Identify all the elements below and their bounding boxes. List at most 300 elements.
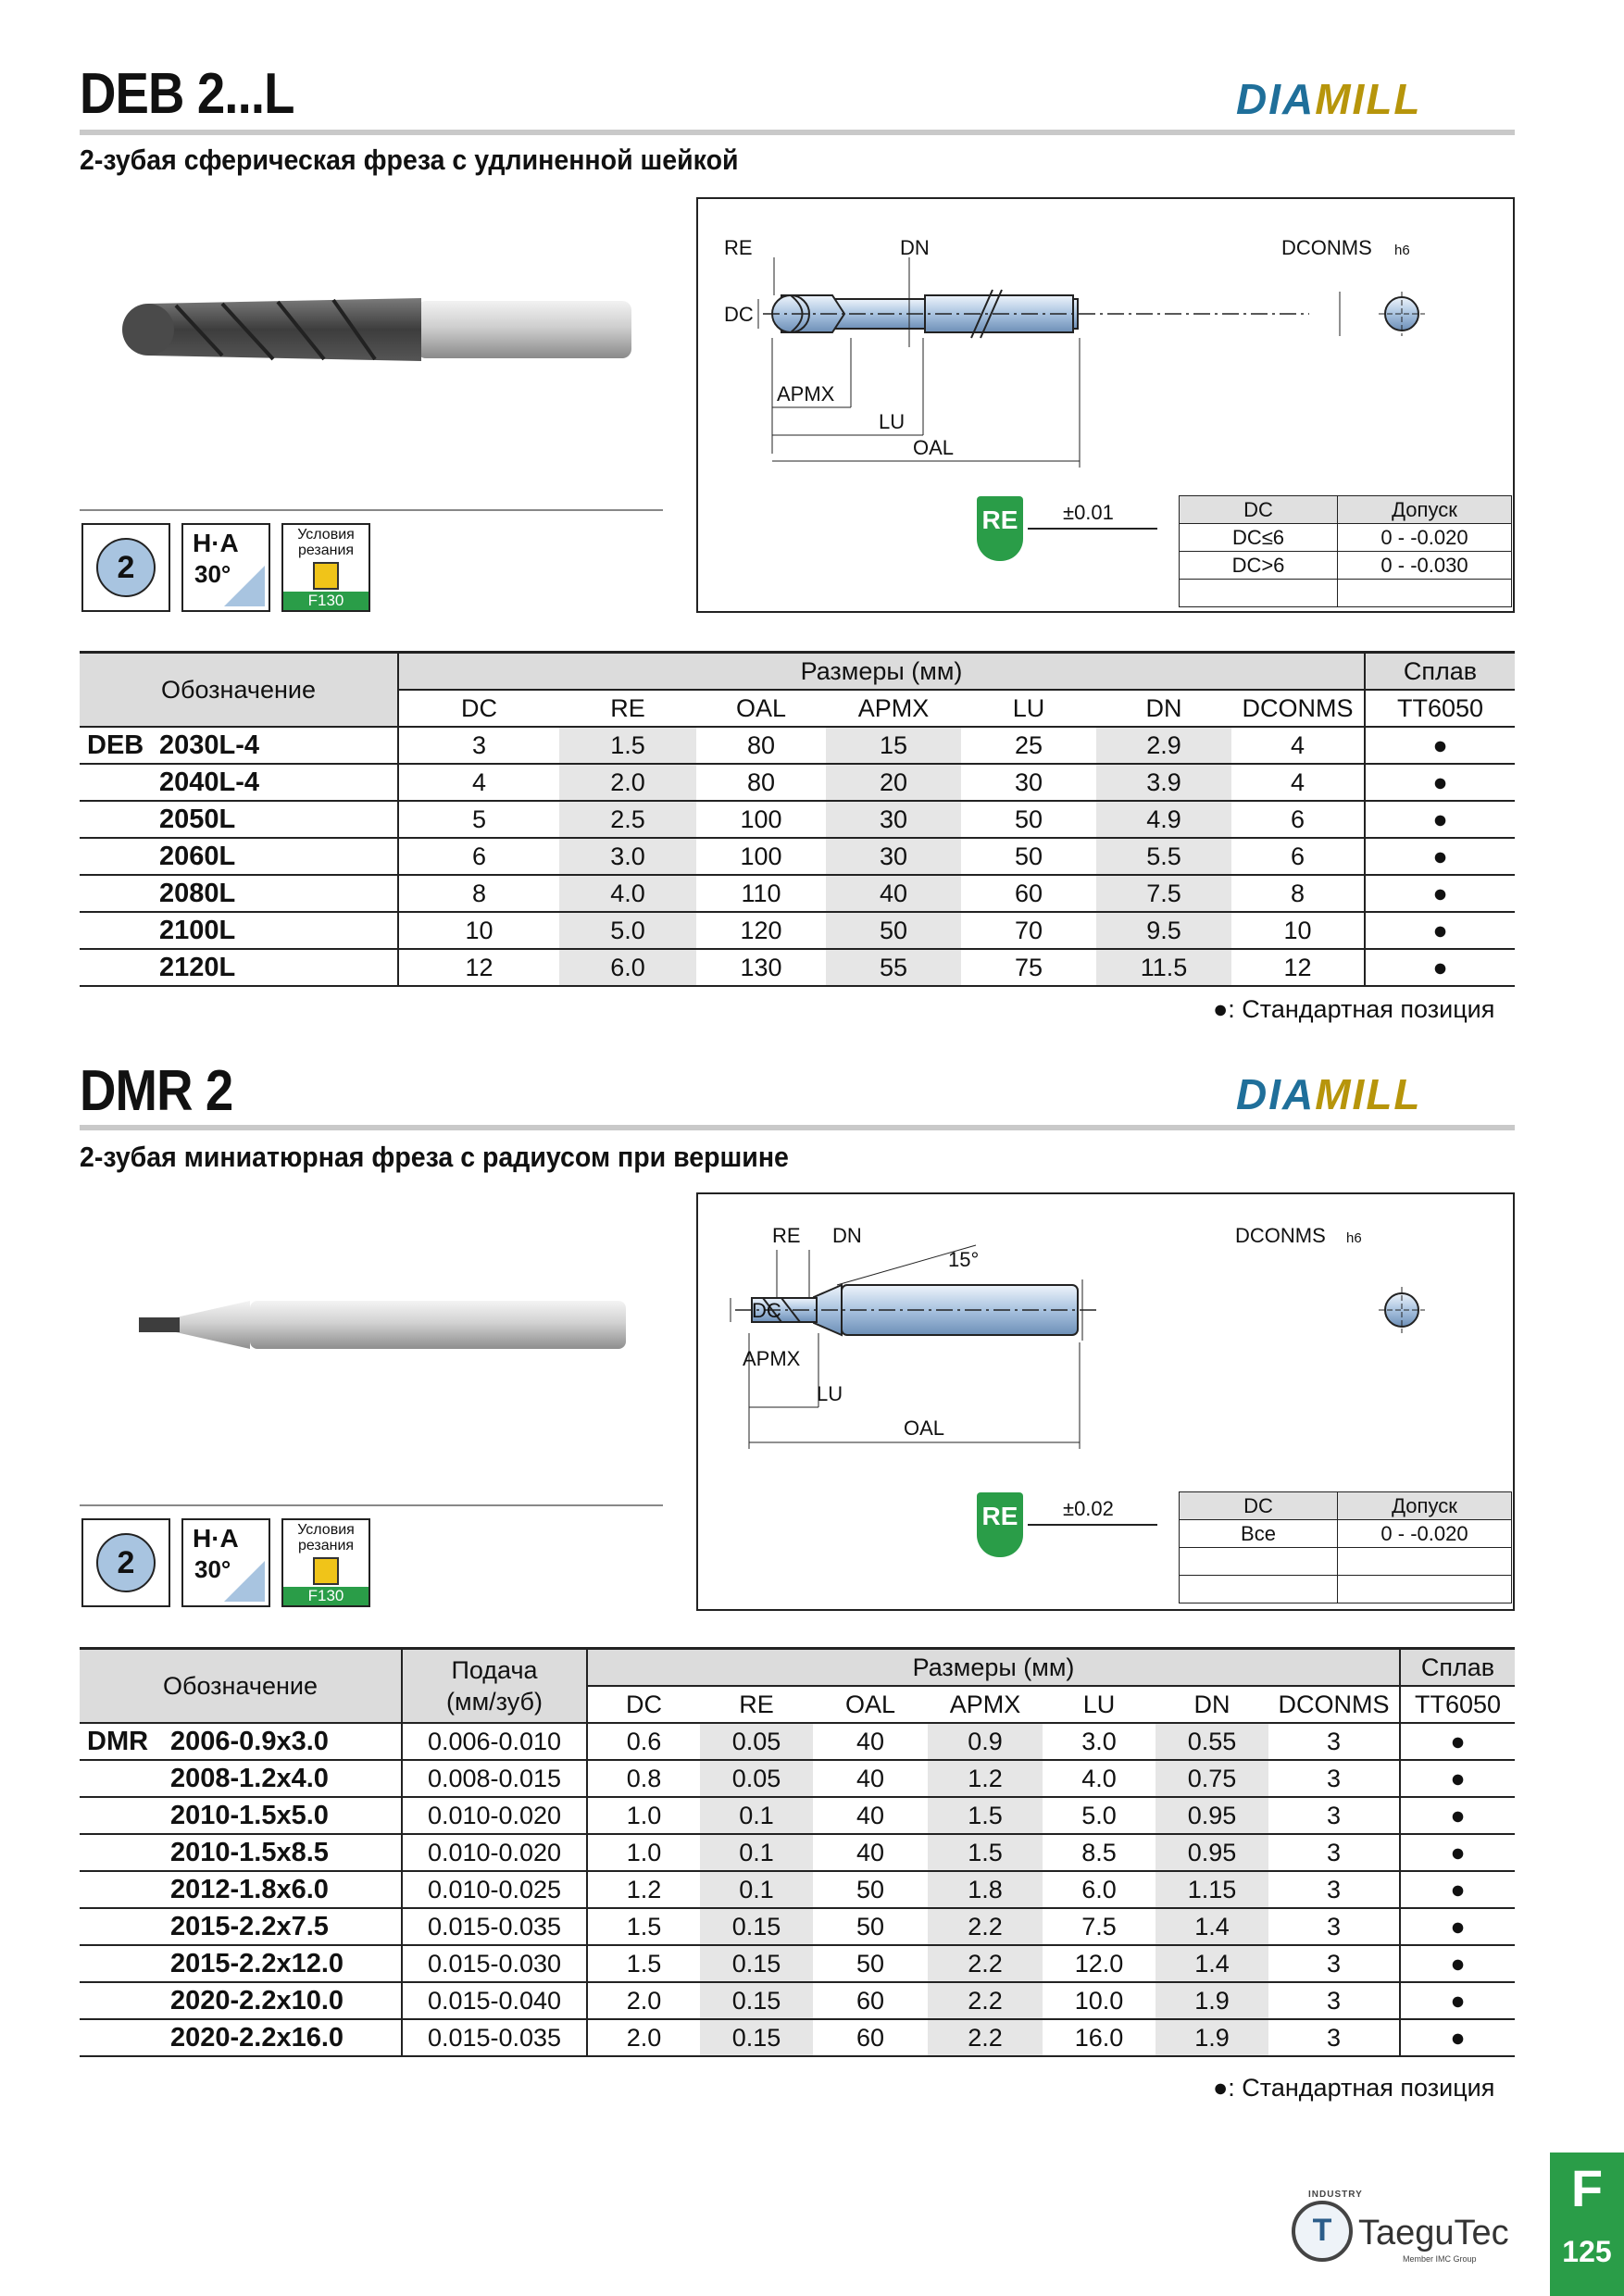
table-cell: ● [1365,875,1515,912]
row-designation [80,875,398,912]
brand-mark-icon: T [1292,2201,1353,2262]
tol-cell: 0 - -0.020 [1338,524,1512,552]
row-designation [80,949,398,986]
table-cell: 0.15 [700,1982,813,2019]
table-cell: 1.9 [1156,1982,1268,2019]
re-tolerance-line [1028,528,1157,530]
header-feed-line1: Подача [451,1656,538,1684]
table-cell: 0.15 [700,1945,813,1982]
header-dimensions: Размеры (мм) [398,653,1365,691]
table-cell: 10 [1231,912,1365,949]
label-angle: 15° [948,1248,980,1271]
row-code: 2006-0.9x3.0 [170,1726,329,1756]
label-oal: OAL [904,1416,945,1440]
re-tolerance-badge: RE [977,496,1023,561]
table-cell: 7.5 [1096,875,1231,912]
table-cell: 2.0 [559,764,696,801]
header-alloy: Сплав [1365,653,1515,691]
table-cell: 75 [961,949,1096,986]
table-cell: 4 [1231,764,1365,801]
table-cell: 50 [813,1908,928,1945]
table-row [80,949,1515,986]
table-cell: 80 [696,764,826,801]
cutting-conditions-icon[interactable] [281,523,370,612]
deb-spec-table [80,651,1515,987]
product-image-dmr [120,1282,639,1366]
table-cell: 1.2 [928,1760,1043,1797]
table-row [80,1760,1515,1797]
table-cell: ● [1400,1834,1515,1871]
table-cell: 2.0 [587,1982,700,2019]
row-feed: 0.015-0.035 [402,2019,587,2056]
tol-cell [1338,1576,1512,1603]
row-designation [80,1945,402,1982]
col-header: LU [961,690,1096,727]
table-cell: 0.95 [1156,1797,1268,1834]
table-cell: 1.8 [928,1871,1043,1908]
row-feed: 0.015-0.040 [402,1982,587,2019]
table-cell: 100 [696,801,826,838]
table-cell: 40 [813,1834,928,1871]
helix-angle-icon [181,523,270,612]
table-cell: 6.0 [559,949,696,986]
diamill-logo [1236,1069,1422,1119]
table-cell: 0.9 [928,1723,1043,1760]
tol-header-tol: Допуск [1338,496,1512,524]
row-feed: 0.006-0.010 [402,1723,587,1760]
col-header: TT6050 [1365,690,1515,727]
row-code: 2010-1.5x5.0 [170,1800,329,1830]
header-dimensions: Размеры (мм) [587,1649,1400,1687]
table-cell: 6 [1231,838,1365,875]
tol-cell [1338,580,1512,607]
tol-cell [1180,1576,1338,1603]
table-cell: 3 [1268,1797,1400,1834]
table-cell: 12 [1231,949,1365,986]
table-cell: 5.0 [559,912,696,949]
table-cell: 0.95 [1156,1834,1268,1871]
table-cell: 2.9 [1096,727,1231,764]
table-cell: 1.0 [587,1797,700,1834]
cutting-conditions-icon[interactable] [281,1518,370,1607]
row-code: 2060L [159,841,236,871]
table-cell: 1.5 [559,727,696,764]
row-code: 2030L-4 [159,730,260,760]
label-dconms: DCONMS [1281,236,1372,259]
col-header: DN [1096,690,1231,727]
brand-sub: Member IMC Group [1403,2254,1477,2264]
cond-ref: F130 [283,1587,369,1605]
label-lu: LU [817,1382,843,1405]
taegutec-logo [1292,2190,1528,2273]
table-row [80,1945,1515,1982]
table-cell: ● [1400,1723,1515,1760]
tolerance-table [1179,495,1512,607]
label-dconms: DCONMS [1235,1224,1326,1247]
table-cell: ● [1400,1982,1515,2019]
table-row [80,1871,1515,1908]
tol-cell [1338,1548,1512,1576]
header-designation: Обозначение [80,1649,402,1724]
brand-name: TaeguTec [1358,2214,1509,2252]
row-code: 2012-1.8x6.0 [170,1874,329,1904]
table-cell: ● [1365,912,1515,949]
label-lu: LU [879,410,906,433]
col-header: DC [398,690,559,727]
table-cell: 0.6 [587,1723,700,1760]
table-row [80,912,1515,949]
table-cell: 2.2 [928,1945,1043,1982]
table-cell: 40 [813,1797,928,1834]
table-cell: 5.0 [1043,1797,1156,1834]
tab-letter: F [1570,2159,1604,2217]
table-cell: 1.5 [928,1834,1043,1871]
table-row [80,875,1515,912]
table-cell: 11.5 [1096,949,1231,986]
label-dn: DN [900,236,930,259]
table-row [80,2019,1515,2056]
table-row [80,838,1515,875]
col-header: DN [1156,1686,1268,1723]
tol-header-dc: DC [1180,1492,1338,1520]
table-cell: 60 [813,1982,928,2019]
col-header: APMX [928,1686,1043,1723]
col-header: DCONMS [1231,690,1365,727]
row-prefix: DMR [87,1726,149,1756]
label-re: RE [724,236,753,259]
table-cell: 55 [826,949,961,986]
row-code: 2050L [159,804,236,834]
table-cell: 30 [961,764,1096,801]
label-dn: DN [832,1224,862,1247]
section1-title: DEB 2...L [80,62,294,126]
table-cell: ● [1365,949,1515,986]
table-cell: 7.5 [1043,1908,1156,1945]
table-cell: ● [1400,1797,1515,1834]
table-cell: 1.5 [587,1945,700,1982]
cond-ref: F130 [283,592,369,610]
diamill-logo [1236,74,1422,124]
row-designation [80,838,398,875]
row-code: 2080L [159,878,236,908]
tol-cell: DC≤6 [1180,524,1338,552]
table-cell: 2.0 [587,2019,700,2056]
row-code: 2100L [159,915,236,945]
table-cell: 40 [826,875,961,912]
row-designation [80,912,398,949]
table-row [80,1797,1515,1834]
label-dconms-sub: h6 [1394,243,1410,258]
header-feed-line2: (мм/зуб) [446,1688,543,1716]
table-cell: ● [1400,1760,1515,1797]
table-cell: ● [1365,801,1515,838]
table-cell: 50 [961,801,1096,838]
cond-line1: Условия [297,1522,355,1538]
table-cell: 0.55 [1156,1723,1268,1760]
row-designation [80,764,398,801]
tol-header-dc: DC [1180,496,1338,524]
header-alloy: Сплав [1400,1649,1515,1687]
header-feed [402,1649,587,1724]
table-cell: 4.9 [1096,801,1231,838]
book-icon [313,1557,339,1585]
helix-label: H·A [193,1524,239,1553]
row-feed: 0.015-0.030 [402,1945,587,1982]
table-cell: 1.15 [1156,1871,1268,1908]
row-code: 2020-2.2x10.0 [170,1985,344,2015]
logo-part-a: DIA [1236,1070,1316,1118]
table-cell: 9.5 [1096,912,1231,949]
label-oal: OAL [913,436,955,459]
tol-cell: 0 - -0.020 [1338,1520,1512,1548]
header-designation: Обозначение [80,653,398,728]
row-designation [80,1723,402,1760]
table-cell: 30 [826,838,961,875]
image-divider [80,509,663,511]
table-cell: 0.05 [700,1723,813,1760]
table-cell: 30 [826,801,961,838]
tol-cell: DC>6 [1180,552,1338,580]
page-number: 125 [1562,2235,1612,2268]
row-code: 2120L [159,952,236,982]
col-header: DC [587,1686,700,1723]
row-designation [80,1834,402,1871]
table-cell: 0.1 [700,1871,813,1908]
row-designation [80,727,398,764]
table-cell: 2.2 [928,2019,1043,2056]
table-row [80,1834,1515,1871]
helix-angle: 30° [194,560,231,588]
book-icon [313,562,339,590]
col-header: RE [559,690,696,727]
table-cell: 80 [696,727,826,764]
table-cell: 3 [1268,1945,1400,1982]
table-cell: 3.0 [1043,1723,1156,1760]
flute-count-icon [81,1518,170,1607]
row-feed: 0.010-0.020 [402,1797,587,1834]
row-feed: 0.008-0.015 [402,1760,587,1797]
title-rule [80,130,1515,135]
row-designation [80,1797,402,1834]
row-designation [80,1760,402,1797]
table-cell: 16.0 [1043,2019,1156,2056]
legend-standard: ●: Стандартная позиция [1213,995,1495,1023]
col-header: RE [700,1686,813,1723]
table-cell: 12.0 [1043,1945,1156,1982]
table-cell: ● [1400,1908,1515,1945]
row-code: 2010-1.5x8.5 [170,1837,329,1867]
table-cell: 130 [696,949,826,986]
table-cell: 50 [813,1945,928,1982]
table-cell: 3 [1268,1908,1400,1945]
label-dc: DC [752,1299,781,1322]
table-cell: 4 [398,764,559,801]
table-cell: ● [1400,1871,1515,1908]
cond-line2: резания [297,1538,355,1554]
table-cell: 50 [813,1871,928,1908]
table-cell: 8 [398,875,559,912]
table-row [80,764,1515,801]
tol-header-tol: Допуск [1338,1492,1512,1520]
tolerance-table [1179,1491,1512,1603]
table-row [80,727,1515,764]
table-cell: ● [1400,1945,1515,1982]
legend-standard: ●: Стандартная позиция [1213,2074,1495,2102]
table-cell: 1.9 [1156,2019,1268,2056]
table-cell: 0.1 [700,1834,813,1871]
table-cell: 3 [1268,1834,1400,1871]
table-row [80,1908,1515,1945]
flute-count-icon [81,523,170,612]
row-prefix: DEB [87,730,144,760]
tol-cell [1180,1548,1338,1576]
table-cell: 20 [826,764,961,801]
table-cell: 1.4 [1156,1945,1268,1982]
table-cell: 2.2 [928,1982,1043,2019]
table-cell: 0.15 [700,1908,813,1945]
table-cell: 3 [1268,1871,1400,1908]
title-rule [80,1125,1515,1130]
table-cell: 2.5 [559,801,696,838]
row-code: 2015-2.2x12.0 [170,1948,344,1978]
table-cell: 110 [696,875,826,912]
col-header: APMX [826,690,961,727]
table-cell: 50 [826,912,961,949]
row-designation [80,1982,402,2019]
row-feed: 0.010-0.020 [402,1834,587,1871]
table-cell: 25 [961,727,1096,764]
cond-line1: Условия [297,527,355,543]
table-cell: 2.2 [928,1908,1043,1945]
table-cell: ● [1365,838,1515,875]
table-cell: 4 [1231,727,1365,764]
table-cell: 0.1 [700,1797,813,1834]
label-apmx: APMX [777,382,835,406]
table-cell: 0.15 [700,2019,813,2056]
row-designation [80,1871,402,1908]
table-cell: 3.0 [559,838,696,875]
table-cell: 3 [398,727,559,764]
helix-angle: 30° [194,1555,231,1583]
row-code: 2015-2.2x7.5 [170,1911,329,1941]
table-cell: 1.2 [587,1871,700,1908]
table-cell: 40 [813,1760,928,1797]
col-header: DCONMS [1268,1686,1400,1723]
re-tolerance-badge: RE [977,1492,1023,1557]
row-code: 2020-2.2x16.0 [170,2022,344,2053]
helix-label: H·A [193,529,239,557]
table-cell: 15 [826,727,961,764]
label-dc: DC [724,303,754,326]
helix-angle-icon [181,1518,270,1607]
table-cell: 70 [961,912,1096,949]
table-cell: ● [1400,2019,1515,2056]
table-cell: ● [1365,764,1515,801]
row-code: 2040L-4 [159,767,260,797]
table-cell: 5.5 [1096,838,1231,875]
table-cell: 40 [813,1723,928,1760]
tol-cell: Все [1180,1520,1338,1548]
table-cell: 1.4 [1156,1908,1268,1945]
label-re: RE [772,1224,801,1247]
row-designation [80,801,398,838]
table-cell: 0.75 [1156,1760,1268,1797]
table-cell: 0.8 [587,1760,700,1797]
table-row [80,1982,1515,2019]
label-apmx: APMX [743,1347,801,1370]
table-cell: 4.0 [559,875,696,912]
table-cell: 60 [813,2019,928,2056]
table-cell: 3 [1268,1982,1400,2019]
table-cell: 50 [961,838,1096,875]
table-cell: 6 [1231,801,1365,838]
table-cell: 0.05 [700,1760,813,1797]
table-cell: 5 [398,801,559,838]
logo-part-a: DIA [1236,75,1316,123]
table-cell: 120 [696,912,826,949]
re-tolerance-value: ±0.02 [1063,1497,1114,1520]
re-tolerance-line [1028,1524,1157,1526]
section2-subtitle: 2-зубая миниатюрная фреза с радиусом при вершине [80,1141,789,1173]
row-designation [80,2019,402,2056]
table-cell: 1.0 [587,1834,700,1871]
brand-arc: INDUSTRY [1308,2190,1363,2200]
flute-count: 2 [96,538,156,597]
row-designation [80,1908,402,1945]
image-divider [80,1504,663,1506]
table-cell: 8.5 [1043,1834,1156,1871]
table-cell: 10 [398,912,559,949]
table-cell: 12 [398,949,559,986]
section2-title: DMR 2 [80,1059,233,1123]
label-dconms-sub: h6 [1346,1230,1362,1246]
col-header: OAL [813,1686,928,1723]
row-code: 2008-1.2x4.0 [170,1763,329,1793]
table-cell: 3 [1268,2019,1400,2056]
product-image-deb [111,278,648,380]
section1-subtitle: 2-зубая сферическая фреза с удлиненной шейкой [80,144,739,176]
row-feed: 0.010-0.025 [402,1871,587,1908]
table-cell: 3 [1268,1723,1400,1760]
col-header: OAL [696,690,826,727]
table-cell: 1.5 [928,1797,1043,1834]
section-tab [1550,2152,1624,2296]
table-cell: 1.5 [587,1908,700,1945]
logo-part-b: MILL [1315,75,1422,123]
tol-cell [1180,580,1338,607]
table-cell: ● [1365,727,1515,764]
re-tolerance-value: ±0.01 [1063,501,1114,524]
table-cell: 100 [696,838,826,875]
table-cell: 60 [961,875,1096,912]
table-cell: 3 [1268,1760,1400,1797]
table-cell: 4.0 [1043,1760,1156,1797]
row-feed: 0.015-0.035 [402,1908,587,1945]
table-row [80,1723,1515,1760]
col-header: LU [1043,1686,1156,1723]
table-cell: 6 [398,838,559,875]
dmr-spec-table [80,1647,1515,2057]
tol-cell: 0 - -0.030 [1338,552,1512,580]
table-row [80,801,1515,838]
flute-count: 2 [96,1533,156,1592]
logo-part-b: MILL [1315,1070,1422,1118]
table-cell: 6.0 [1043,1871,1156,1908]
col-header: TT6050 [1400,1686,1515,1723]
cond-line2: резания [297,543,355,558]
table-cell: 8 [1231,875,1365,912]
table-cell: 10.0 [1043,1982,1156,2019]
